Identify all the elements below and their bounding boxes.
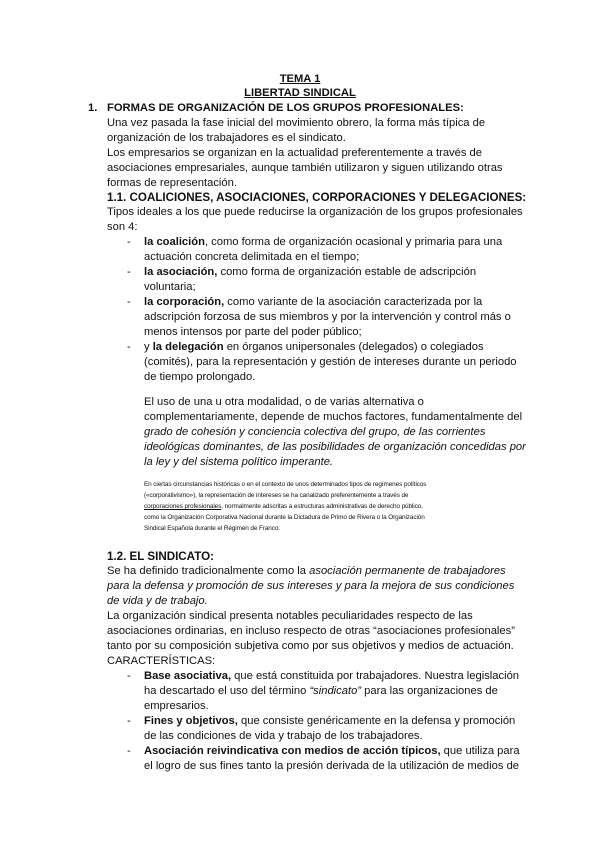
- section-1-text: Los empresarios se organizan en la actualidad preferentemente a través de: [107, 147, 483, 159]
- section-1-1-heading: 1.1. COALICIONES, ASOCIACIONES, CORPORACIONES Y DELEGACIONES:: [107, 191, 527, 204]
- list-item: y la delegación en órganos unipersonales (delegados) o colegiados: [144, 341, 484, 353]
- paragraph-line: la ley y del sistema político imperante.: [144, 456, 334, 468]
- paragraph-line: El uso de una u otra modalidad, o de varias alternativa o: [144, 396, 424, 408]
- list-item-cont: voluntaria;: [144, 281, 196, 293]
- list-item-cont: (comités), para la representación y gestión de intereses durante un periodo: [144, 356, 517, 368]
- paragraph-line: La organización sindical presenta notables peculiaridades respecto de las: [107, 610, 473, 622]
- paragraph-line: tanto por su composición subjetiva como por sus objetivos y medios de actuación.: [107, 640, 514, 652]
- definition-line: para la defensa y promoción de sus intereses y para la mejora de sus condiciones: [107, 580, 515, 592]
- bullet-marker: -: [127, 670, 131, 682]
- bullet-marker: -: [127, 266, 131, 278]
- footnote-line: Sindical Española durante el Régimen de Franco.: [144, 525, 280, 532]
- list-item-cont: actuación concreta delimitada en el tiempo;: [144, 251, 360, 263]
- list-item-cont: empresarios.: [144, 700, 209, 712]
- bullet-marker: -: [127, 745, 131, 757]
- list-item: la asociación, como forma de organización estable de adscripción: [144, 266, 477, 278]
- bullet-marker: -: [127, 715, 131, 727]
- list-item: Base asociativa, que está constituida por trabajadores. Nuestra legislación: [144, 670, 520, 682]
- list-item-cont: ha descartado el uso del término “sindicato” para las organizaciones de: [144, 685, 498, 697]
- paragraph-line: grado de cohesión y conciencia colectiva del grupo, de las corrientes: [144, 426, 486, 438]
- paragraph-line: complementariamente, depende de muchos factores, fundamentalmente del: [144, 411, 523, 423]
- section-1-number: 1.: [88, 102, 98, 114]
- section-1-2-heading: 1.2. EL SINDICATO:: [107, 550, 214, 563]
- list-item: la coalición, como forma de organización ocasional y primaria para una: [144, 236, 503, 248]
- bullet-marker: -: [127, 341, 131, 353]
- list-item: Asociación reivindicativa con medios de acción típicos, que utiliza para: [144, 745, 520, 757]
- list-item-cont: el logro de sus fines tanto la presión derivada de la utilización de medios de: [144, 760, 520, 772]
- bullet-marker: -: [127, 296, 131, 308]
- section-1-heading: FORMAS DE ORGANIZACIÓN DE LOS GRUPOS PROFESIONALES:: [107, 102, 464, 114]
- section-1-1-intro: Tipos ideales a los que puede reducirse la organización de los grupos profesionales: [107, 206, 523, 218]
- section-1-text: Una vez pasada la fase inicial del movimiento obrero, la forma más típica de: [107, 117, 486, 129]
- characteristics-label: CARACTERÍSTICAS:: [107, 655, 216, 667]
- section-1-text: formas de representación.: [107, 177, 237, 189]
- list-item: Fines y objetivos, que consiste genéricamente en la defensa y promoción: [144, 715, 516, 727]
- footnote-line: como la Organización Corporativa Nacional durante la Dictadura de Primo de Rivera o la Organización: [144, 514, 425, 521]
- bullet-marker: -: [127, 236, 131, 248]
- definition-line: de vida y de trabajo.: [107, 595, 208, 607]
- list-item: la corporación, como variante de la asociación caracterizada por la: [144, 296, 483, 308]
- footnote-line: corporaciones profesionales, normalmente adscritas a estructuras administrativas de derecho público,: [144, 503, 423, 510]
- list-item-cont: adscripción forzosa de sus miembros y por la intervención y control más o: [144, 311, 511, 323]
- paragraph-line: ideológicas dominantes, de las posibilidades de organización concedidas por: [144, 441, 526, 453]
- page-subtitle: LIBERTAD SINDICAL: [244, 87, 356, 99]
- footnote-line: («corporativismo»), la representación de intereses se ha canalizado preferentemente a través de: [144, 492, 409, 499]
- section-1-text: organización de los trabajadores es el sindicato.: [107, 132, 346, 144]
- list-item-cont: de tiempo prolongado.: [144, 371, 256, 383]
- paragraph-line: asociaciones ordinarias, en incluso respecto de otras “asociaciones profesionales”: [107, 625, 515, 637]
- list-item-cont: de las condiciones de vida y trabajo de los trabajadores.: [144, 730, 423, 742]
- section-1-1-intro: son 4:: [107, 221, 138, 233]
- footnote-line: En ciertas circunstancias históricas o en el contexto de unos determinados tipos de regímenes políticos: [144, 481, 427, 488]
- page-title: TEMA 1: [279, 73, 321, 85]
- list-item-cont: menos intensos por parte del poder público;: [144, 326, 362, 338]
- section-1-text: asociaciones empresariales, aunque también utilizaron y siguen utilizando otras: [107, 162, 503, 174]
- definition-line: Se ha definido tradicionalmente como la asociación permanente de trabajadores: [107, 565, 506, 577]
